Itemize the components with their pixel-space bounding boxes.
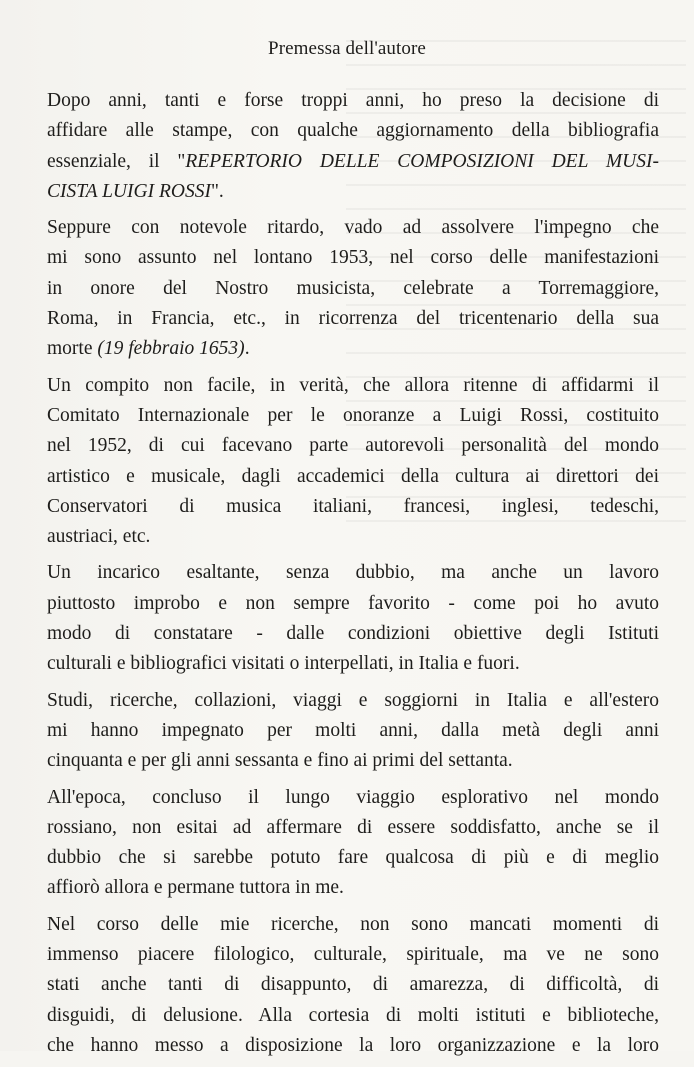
text-line (47, 334, 659, 364)
text-run: Seppure con notevole ritardo, vado ad assolvere l'impegno che (47, 217, 659, 239)
page-title: Premessa dell'autore (268, 38, 426, 59)
text-line (47, 649, 659, 679)
text-run: artistico e musicale, dagli accademici della cultura ai direttori dei (47, 465, 659, 487)
text-run: Comitato Internazionale per le onoranze a Luigi Rossi, costituito (47, 404, 659, 426)
text-run: dubbio che si sarebbe potuto fare qualcosa di più e di meglio (47, 847, 659, 869)
paragraph (47, 558, 659, 679)
text-run: essenziale, il " (47, 150, 186, 172)
italic-text-run: CISTA LUIGI ROSSI (47, 180, 211, 202)
text-run: mi sono assunto nel lontano 1953, nel corso delle manifestazioni (47, 247, 659, 269)
text-run: All'epoca, concluso il lungo viaggio esplorativo nel mondo (47, 786, 659, 808)
text-line (47, 492, 659, 522)
text-line (47, 371, 659, 401)
text-line (47, 873, 659, 903)
italic-text-run: (19 febbraio 1653) (97, 338, 245, 360)
text-line (47, 813, 659, 843)
text-line (47, 304, 659, 334)
paragraph (47, 910, 659, 1061)
text-line (47, 783, 659, 813)
text-line (47, 716, 659, 746)
text-line (47, 522, 659, 552)
text-run: Roma, in Francia, etc., in ricorrenza del tricentenario della sua (47, 308, 659, 330)
text-line (47, 1031, 659, 1061)
text-run: che hanno messo a disposizione la loro organizzazione e la loro (47, 1034, 659, 1056)
text-run: modo di constatare - dalle condizioni obiettive degli Istituti (47, 623, 659, 645)
text-run: Nel corso delle mie ricerche, non sono mancati momenti di (47, 913, 659, 935)
text-line (47, 86, 659, 116)
text-run: morte (47, 338, 98, 360)
text-line (47, 970, 659, 1000)
text-line (47, 431, 659, 461)
paragraph (47, 371, 659, 553)
text-run: cinquanta e per gli anni sessanta e fino ai primi del settanta. (47, 750, 513, 772)
text-run: affidare alle stampe, con qualche aggiornamento della bibliografia (47, 120, 659, 142)
text-run: culturali e bibliografici visitati o interpellati, in Italia e fuori. (47, 653, 520, 675)
text-run: Studi, ricerche, collazioni, viaggi e soggiorni in Italia e all'estero (47, 689, 659, 711)
text-run: in onore del Nostro musicista, celebrate a Torremaggiore, (47, 277, 659, 299)
paragraph (47, 86, 659, 207)
text-line (47, 589, 659, 619)
text-line (47, 910, 659, 940)
text-run: mi hanno impegnato per molti anni, dalla metà degli anni (47, 719, 659, 741)
text-line (47, 274, 659, 304)
text-run: austriaci, etc. (47, 526, 151, 548)
text-line (47, 746, 659, 776)
paragraph (47, 686, 659, 777)
text-run: affiorò allora e permane tuttora in me. (47, 877, 344, 899)
text-line (47, 940, 659, 970)
text-run: Dopo anni, tanti e forse troppi anni, ho preso la decisione di (47, 90, 659, 111)
text-run: nel 1952, di cui facevano parte autorevoli personalità del mondo (47, 435, 659, 457)
text-run: Un compito non facile, in verità, che allora ritenne di affidarmi il (47, 374, 659, 396)
text-run: ". (210, 180, 224, 202)
text-run: Un incarico esaltante, senza dubbio, ma anche un lavoro (47, 562, 659, 584)
text-run: stati anche tanti di disappunto, di amarezza, di difficoltà, di (47, 974, 659, 996)
text-line (47, 462, 659, 492)
text-line (47, 213, 659, 243)
text-run: Conservatori di musica italiani, francesi, inglesi, tedeschi, (47, 495, 659, 517)
text-line (47, 686, 659, 716)
text-line (47, 558, 659, 588)
body-text (47, 86, 659, 1067)
text-run: . (244, 338, 250, 360)
text-line (47, 401, 659, 431)
text-line (47, 147, 659, 177)
italic-text-run: REPERTORIO DELLE COMPOSIZIONI DEL MUSI- (185, 150, 659, 172)
paragraph (47, 213, 659, 364)
text-run: rossiano, non esitai ad affermare di essere soddisfatto, anche se il (47, 816, 659, 838)
text-run: immenso piacere filologico, culturale, spirituale, ma ve ne sono (47, 944, 659, 966)
text-line (47, 843, 659, 873)
text-line (47, 243, 659, 273)
text-line (47, 1001, 659, 1031)
text-run: piuttosto improbo e non sempre favorito - come poi ho avuto (47, 592, 659, 614)
text-line (47, 177, 659, 207)
text-line (47, 116, 659, 146)
paragraph (47, 783, 659, 904)
text-line (47, 619, 659, 649)
text-run: disguidi, di delusione. Alla cortesia di molti istituti e biblioteche, (47, 1004, 659, 1026)
